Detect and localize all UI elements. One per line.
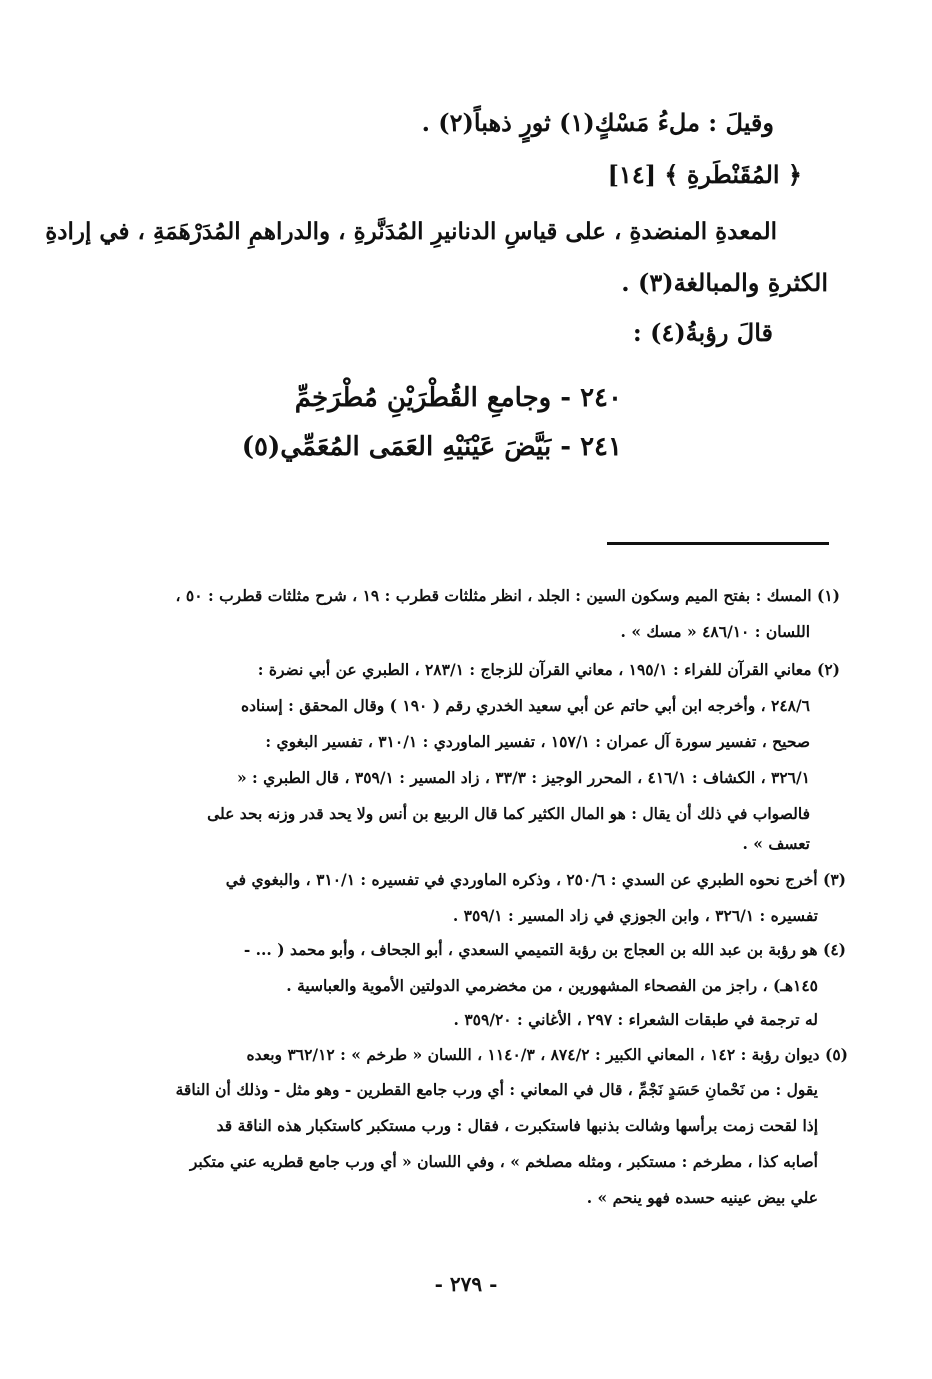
entry-title: ﴿ المُقَنْطَرةِ ﴾ [١٤] xyxy=(607,160,802,189)
poem-verse-240: ٢٤٠ - وجامعِ القُطْرَيْنِ مُطْرَخِمِّ xyxy=(294,383,622,413)
footnote-5-line-3: إذا لقحت زمت برأسها وشالت بذنبها فاستكبرت ، فقال : ورب مستكبر كاستكبار هذه الناقة قد xyxy=(216,1116,818,1135)
footnote-3-line-1: (٣) أخرج نحوه الطبري عن السدي : ٢٥٠/٦ ، وذكره الماوردي في تفسيره : ٣١٠/١ ، والبغوي في xyxy=(225,870,846,889)
footnote-2-line-5: فالصواب في ذلك أن يقال : هو المال الكثير كما قال الربيع بن أنس ولا يحد قدر وزنه بحد على xyxy=(207,804,810,823)
footnote-4-line-1: (٤) هو رؤبة بن عبد الله بن العجاج بن رؤبة التميمي السعدي ، أبو الجحاف ، وأبو محمد ( ... - xyxy=(243,940,846,959)
footnote-5-line-1: (٥) ديوان رؤبة : ١٤٢ ، المعاني الكبير : ٨٧٤/٢ ، ١١٤٠/٣ ، اللسان « طرخم » : ٣٦٢/١٢ وبعده xyxy=(246,1045,848,1064)
footnote-2-line-1: (٢) معاني القرآن للفراء : ١٩٥/١ ، معاني القرآن للزجاج : ٢٨٣/١ ، الطبري عن أبي نضرة : xyxy=(257,660,840,679)
main-text-line-1: وقيلَ : ملءُ مَسْكٍ(١) ثورٍ ذهباً(٢) . xyxy=(421,108,774,137)
footnote-5-line-2: يقول : من نَحْمانِ حَسَدٍ نَجْمِّ ، قال في المعاني : أي ورب جامع القطرين - وهو مثل - وذلك أن الناقة xyxy=(175,1080,818,1099)
footnote-separator xyxy=(607,542,829,545)
quote-intro: قالَ رؤبةُ(٤) : xyxy=(632,318,773,347)
footnote-3-line-2: تفسيره : ٣٢٦/١ ، وابن الجوزي في زاد المسير : ٣٥٩/١ . xyxy=(452,906,818,925)
footnote-5-line-4: أصابه كذا ، مطرخم : مستكبر ، ومثله مصلخم » ، وفي اللسان « أي ورب جامع قطريه عني متكبر xyxy=(189,1152,818,1171)
definition-line-2: الكثرةِ والمبالغة(٣) . xyxy=(621,268,828,297)
footnote-5-line-5: علي بيض عينيه حسده فهو ينحم » . xyxy=(586,1188,818,1207)
footnote-2-line-3: صحيح ، تفسير سورة آل عمران : ١٥٧/١ ، تفسير الماوردي : ٣١٠/١ ، تفسير البغوي : xyxy=(265,732,810,751)
footnote-1-line-1: (١) المسك : بفتح الميم وسكون السين : الجلد ، انظر مثلثات قطرب : ١٩ ، شرح مثلثات قطرب : ٥٠ ، xyxy=(175,586,840,605)
footnote-1-line-2: اللسان : ٤٨٦/١٠ « مسك » . xyxy=(620,622,810,641)
footnote-4-line-3: له ترجمة في طبقات الشعراء : ٢٩٧ ، الأغاني : ٣٥٩/٢٠ . xyxy=(453,1010,818,1029)
definition-line-1: المعدةِ المنضدةِ ، على قياسِ الدنانيرِ المُدَنَّرةِ ، والدراهمِ المُدَرْهَمَةِ ، في إرادةِ xyxy=(45,218,777,245)
poem-verse-241: ٢٤١ - بَيَّضَ عَيْنَيْهِ العَمَى المُعَمِّي(٥) xyxy=(241,432,622,462)
footnote-2-line-4: ٣٢٦/١ ، الكشاف : ٤١٦/١ ، المحرر الوجيز : ٣٣/٣ ، زاد المسير : ٣٥٩/١ ، قال الطبري : « xyxy=(236,768,810,787)
page-number: - ٢٧٩ - xyxy=(434,1272,498,1296)
footnote-2-line-6: تعسف » . xyxy=(742,834,810,853)
footnote-2-line-2: ٢٤٨/٦ ، وأخرجه ابن أبي حاتم عن أبي سعيد الخدري رقم ( ١٩٠ ) وقال المحقق : إسناده xyxy=(240,696,810,715)
footnote-4-line-2: ١٤٥هـ) ، راجز من الفصحاء المشهورين ، من مخضرمي الدولتين الأموية والعباسية . xyxy=(286,976,818,995)
